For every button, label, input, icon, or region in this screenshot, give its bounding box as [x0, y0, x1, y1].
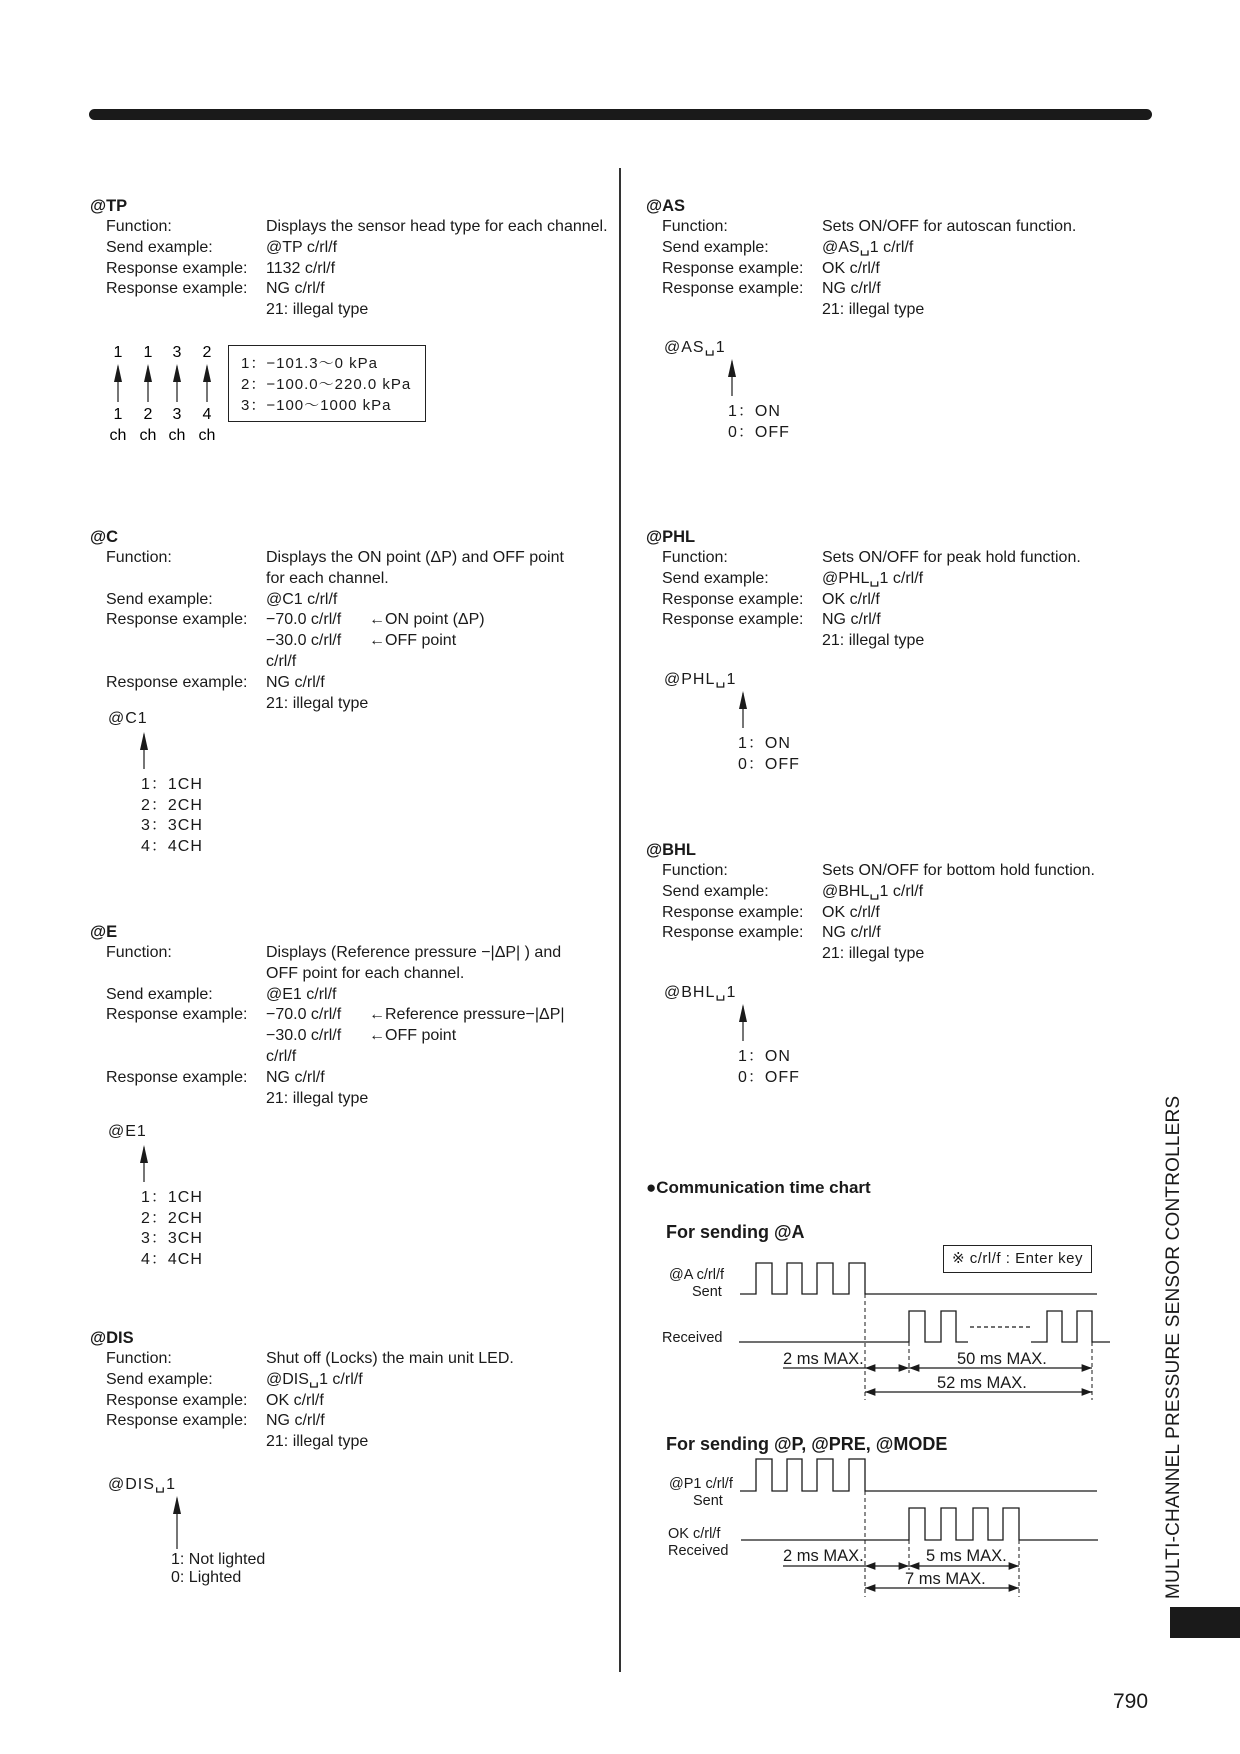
spec-value: [266, 300, 610, 321]
spec-value: [822, 238, 1166, 259]
arrow-up-icon: [737, 1004, 749, 1041]
timing-5ms: 5 ms MAX.: [926, 1547, 1007, 1565]
spec-value: [822, 259, 1166, 280]
sensor-type-legend: [228, 345, 426, 422]
spec-label: [106, 631, 266, 652]
value-text: 21: illegal type: [822, 945, 925, 963]
spec-label: [106, 1432, 266, 1453]
spec-row: [90, 1026, 610, 1047]
value-text: 21: illegal type: [822, 632, 925, 650]
timechart-title: ●Communication time chart: [646, 1178, 871, 1197]
spec-label: Response example:: [662, 611, 804, 629]
spec-row: [90, 569, 610, 590]
channel-type-value: 1: [143, 344, 153, 361]
channel-number: 3: [172, 406, 182, 423]
value-text: NG c/rl/f: [822, 924, 881, 942]
value-text: Displays the sensor head type for each channel.: [266, 218, 608, 235]
spec-row: [90, 300, 610, 321]
command-title: @BHL: [646, 841, 696, 859]
channel-number: 1: [113, 406, 123, 423]
spec-value: [266, 1047, 610, 1068]
spec-value: [822, 300, 1166, 321]
option-item: 0：OFF: [728, 423, 790, 441]
response-value: −30.0 c/rl/f: [266, 1027, 342, 1045]
spec-row: [646, 631, 1166, 652]
spec-row: [90, 1068, 610, 1089]
spec-value: [266, 964, 610, 985]
spec-row: [646, 300, 1166, 321]
spec-value: [266, 694, 610, 715]
value-text: NG c/rl/f: [266, 1068, 325, 1086]
spec-row: [90, 548, 610, 569]
value-text: c/rl/f: [266, 1047, 297, 1065]
arrow-up-icon: [138, 1145, 150, 1182]
spec-label: Send example:: [662, 882, 769, 900]
spec-row: [90, 1370, 610, 1391]
value-text: Displays the ON point (ΔP) and OFF point: [266, 549, 564, 566]
arrow-up-icon: [138, 732, 150, 769]
spec-label: [106, 1026, 266, 1047]
arrow-up-icon: [726, 359, 738, 396]
channel-unit: ch: [109, 427, 127, 444]
option-item: 1：ON: [738, 1048, 791, 1065]
value-text: NG c/rl/f: [822, 611, 881, 629]
option-item: 4：4CH: [141, 838, 203, 856]
spec-row: [646, 548, 1166, 569]
channel-unit: ch: [139, 427, 157, 444]
option-item: 4：4CH: [141, 1251, 203, 1269]
spec-label: Function:: [662, 218, 728, 235]
spec-value: [266, 1005, 610, 1026]
spec-label: Response example:: [662, 280, 804, 298]
spec-label: Response example:: [662, 259, 804, 277]
spec-label: Response example:: [106, 280, 248, 298]
sent-waveform-a: [740, 1263, 1097, 1294]
option-item: 1: Not lighted: [171, 1551, 266, 1568]
spec-value: [266, 1370, 610, 1391]
received-text-a: Received: [662, 1330, 723, 1346]
spec-value: [822, 882, 1166, 903]
value-text: 21: illegal type: [266, 694, 369, 712]
spec-value: [266, 1068, 610, 1089]
spec-value: [822, 217, 1166, 238]
arrowhead: [144, 364, 152, 382]
arrow-up-icon: [737, 691, 749, 728]
spec-value: [822, 279, 1166, 300]
command-syntax: @AS␣1: [664, 339, 726, 356]
command-title: @DIS: [90, 1329, 134, 1347]
spec-row: [646, 882, 1166, 903]
spec-value: [266, 569, 610, 590]
ok-label-p: OK c/rl/f: [668, 1526, 721, 1542]
sent-waveform-p: [740, 1459, 1097, 1491]
channel-type-value: 2: [202, 344, 212, 361]
spec-label: Response example:: [106, 673, 248, 691]
spec-value: [266, 1089, 610, 1110]
spec-row: [646, 903, 1166, 924]
legend-item: 1：−101.3～0 kPa: [241, 355, 378, 372]
response-annotation: ←OFF point: [369, 632, 457, 650]
legend-item: 3：−100～1000 kPa: [241, 397, 392, 414]
value-text: @E1 c/rl/f: [266, 985, 337, 1003]
value-text: @C1 c/rl/f: [266, 590, 338, 608]
spec-value: [822, 590, 1166, 611]
spec-row: [90, 985, 610, 1006]
legend-item: 2：−100.0～220.0 kPa: [241, 376, 412, 393]
channel-type-value: 1: [113, 344, 123, 361]
option-item: 2：2CH: [141, 796, 203, 814]
spec-row: [646, 217, 1166, 238]
option-item: 3：3CH: [141, 1230, 203, 1248]
command-title: @C: [90, 528, 119, 546]
spec-label: [662, 631, 822, 652]
timing-52ms: 52 ms MAX.: [937, 1374, 1027, 1392]
received-waveform-p: [741, 1508, 1098, 1540]
spec-value: [822, 569, 1166, 590]
value-text: OK c/rl/f: [822, 259, 880, 277]
option-item: 1：1CH: [141, 776, 203, 793]
spec-label: Send example:: [106, 590, 213, 608]
section-as: [646, 196, 1166, 321]
spec-row: [90, 590, 610, 611]
option-item: 0：OFF: [738, 1068, 800, 1086]
timing-50ms: 50 ms MAX.: [957, 1350, 1047, 1368]
spec-label: Function:: [106, 218, 172, 235]
command-syntax: @E1: [108, 1123, 147, 1140]
spec-row: [646, 861, 1166, 882]
spec-label: [106, 300, 266, 321]
spec-row: [90, 279, 610, 300]
timing-2ms-p: 2 ms MAX.: [783, 1547, 864, 1565]
spec-label: [106, 1047, 266, 1068]
sidebar-section-title: MULTI-CHANNEL PRESSURE SENSOR CONTROLLERS: [1163, 1095, 1184, 1599]
spec-row: [646, 923, 1166, 944]
spec-row: [646, 279, 1166, 300]
spec-label: Send example:: [106, 985, 213, 1003]
spec-label: Function:: [106, 944, 172, 961]
spec-row: [646, 610, 1166, 631]
spec-value: [266, 652, 610, 673]
response-annotation: ←Reference pressure−|ΔP|: [369, 1006, 565, 1024]
command-title: @TP: [90, 197, 128, 215]
arrowhead: [203, 364, 211, 382]
command-syntax: @DIS␣1: [108, 1476, 176, 1493]
channel-number: 2: [143, 406, 153, 423]
spec-label: Response example:: [106, 1068, 248, 1086]
value-text: NG c/rl/f: [266, 673, 325, 691]
spec-value: [266, 943, 610, 964]
sent-text-a: Sent: [692, 1284, 722, 1300]
value-text: NG c/rl/f: [266, 280, 325, 298]
spec-label: Response example:: [106, 1006, 248, 1024]
spec-value: [266, 1349, 610, 1370]
spec-label: [106, 1089, 266, 1110]
spec-label: Response example:: [106, 611, 248, 629]
spec-label: Send example:: [662, 569, 769, 587]
spec-value: [822, 903, 1166, 924]
timing-7ms: 7 ms MAX.: [905, 1570, 986, 1588]
spec-row: [90, 1411, 610, 1432]
spec-row: [90, 673, 610, 694]
spec-value: [266, 610, 610, 631]
spec-value: [266, 1026, 610, 1047]
spec-row: [90, 610, 610, 631]
spec-value: [822, 610, 1166, 631]
value-text: @AS␣1 c/rl/f: [822, 238, 914, 256]
option-item: 0：OFF: [738, 755, 800, 773]
arrowhead: [173, 364, 181, 382]
spec-value: [822, 944, 1166, 965]
spec-value: [822, 548, 1166, 569]
command-title: @PHL: [646, 528, 696, 546]
spec-label: Response example:: [106, 1412, 248, 1430]
value-text: NG c/rl/f: [266, 1412, 325, 1430]
spec-value: [266, 238, 610, 259]
sidebar-tab: [1170, 1607, 1240, 1638]
channel-unit: ch: [198, 427, 216, 444]
spec-row: [90, 943, 610, 964]
timechart-a-title: For sending @A: [666, 1222, 805, 1242]
sent-label-p: @P1 c/rl/f: [669, 1476, 733, 1492]
spec-row: [90, 1349, 610, 1370]
spec-value: [266, 548, 610, 569]
spec-row: [90, 1432, 610, 1453]
spec-row: [90, 217, 610, 238]
spec-label: Function:: [106, 549, 172, 566]
value-text: Shut off (Locks) the main unit LED.: [266, 1350, 514, 1367]
value-text: Displays (Reference pressure −|ΔP| ) and: [266, 944, 562, 961]
value-text: 21: illegal type: [266, 1089, 369, 1107]
spec-label: Send example:: [662, 238, 769, 256]
column-divider: [619, 168, 621, 1672]
spec-row: [90, 259, 610, 280]
value-text: @TP c/rl/f: [266, 238, 338, 256]
spec-label: Response example:: [662, 590, 804, 608]
spec-value: [822, 923, 1166, 944]
spec-row: [646, 944, 1166, 965]
spec-label: [106, 652, 266, 673]
spec-value: [266, 673, 610, 694]
arrow-up-icon: [171, 1496, 183, 1549]
value-text: 21: illegal type: [266, 301, 369, 319]
spec-row: [90, 631, 610, 652]
sent-text-p: Sent: [693, 1493, 723, 1509]
spec-label: Response example:: [662, 903, 804, 921]
spec-value: [266, 1432, 610, 1453]
spec-row: [90, 964, 610, 985]
sent-label-a: @A c/rl/f: [669, 1267, 725, 1283]
value-text: Sets ON/OFF for autoscan function.: [822, 218, 1077, 235]
section-phl: [646, 527, 1166, 652]
channel-number: 4: [202, 406, 212, 423]
spec-label: Response example:: [106, 1391, 248, 1409]
value-text: OK c/rl/f: [822, 903, 880, 921]
spec-label: Send example:: [106, 1370, 213, 1388]
received-text-p: Received: [668, 1543, 729, 1559]
response-value: −30.0 c/rl/f: [266, 632, 342, 650]
spec-label: Function:: [662, 549, 728, 566]
value-text: @DIS␣1 c/rl/f: [266, 1370, 363, 1388]
spec-row: [90, 1391, 610, 1412]
value-text: OK c/rl/f: [266, 1391, 324, 1409]
spec-row: [646, 259, 1166, 280]
value-text: Sets ON/OFF for bottom hold function.: [822, 862, 1095, 879]
command-syntax: @BHL␣1: [664, 984, 737, 1001]
option-item: 1：ON: [738, 735, 791, 752]
timing-2ms-a: 2 ms MAX.: [783, 1350, 864, 1368]
section-dis: [90, 1328, 610, 1453]
value-text: for each channel.: [266, 569, 389, 587]
response-value: −70.0 c/rl/f: [266, 611, 342, 629]
command-syntax: @PHL␣1: [664, 671, 737, 688]
spec-value: [822, 861, 1166, 882]
spec-value: [266, 1391, 610, 1412]
value-text: @BHL␣1 c/rl/f: [822, 882, 924, 900]
spec-value: [266, 631, 610, 652]
value-text: c/rl/f: [266, 652, 297, 670]
timing-diagram: [640, 1240, 1120, 1610]
channel-unit: ch: [168, 427, 186, 444]
spec-label: [106, 964, 266, 985]
enter-key-note: ※ c/rl/f : Enter key: [943, 1245, 1092, 1273]
spec-row: [90, 1005, 610, 1026]
value-text: 21: illegal type: [266, 1433, 369, 1451]
section-bhl: [646, 840, 1166, 965]
spec-row: [646, 569, 1166, 590]
option-item: 0: Lighted: [171, 1569, 242, 1586]
response-value: −70.0 c/rl/f: [266, 1006, 342, 1024]
command-title: @AS: [646, 197, 686, 215]
value-text: 21: illegal type: [822, 301, 925, 319]
value-text: Sets ON/OFF for peak hold function.: [822, 549, 1081, 566]
spec-label: [662, 944, 822, 965]
spec-value: [266, 1411, 610, 1432]
spec-row: [90, 694, 610, 715]
spec-label: Response example:: [662, 924, 804, 942]
value-text: OK c/rl/f: [822, 590, 880, 608]
received-waveform-a: [739, 1311, 1110, 1342]
spec-value: [266, 985, 610, 1006]
spec-label: [106, 569, 266, 590]
spec-value: [822, 631, 1166, 652]
option-item: 3：3CH: [141, 817, 203, 835]
option-item: 2：2CH: [141, 1209, 203, 1227]
option-item: 1：1CH: [141, 1189, 203, 1206]
spec-value: [266, 259, 610, 280]
value-text: NG c/rl/f: [822, 280, 881, 298]
response-annotation: ←OFF point: [369, 1027, 457, 1045]
header-rule: [89, 109, 1152, 120]
spec-label: Response example:: [106, 259, 248, 277]
value-text: @PHL␣1 c/rl/f: [822, 569, 924, 587]
section-tp: [90, 196, 610, 321]
section-c: [90, 527, 610, 714]
spec-row: [90, 1047, 610, 1068]
spec-value: [266, 590, 610, 611]
timechart-p-title: For sending @P, @PRE, @MODE: [666, 1434, 948, 1454]
option-item: 1：ON: [728, 403, 781, 420]
spec-row: [90, 1089, 610, 1110]
response-annotation: ←ON point (ΔP): [369, 611, 485, 629]
spec-label: Function:: [662, 862, 728, 879]
arrowhead: [114, 364, 122, 382]
spec-value: [266, 217, 610, 238]
spec-label: Send example:: [106, 238, 213, 256]
command-syntax: @C1: [108, 710, 148, 727]
spec-value: [266, 279, 610, 300]
value-text: 1132 c/rl/f: [266, 259, 336, 277]
section-e: [90, 922, 610, 1109]
channel-type-value: 3: [172, 344, 182, 361]
spec-row: [646, 238, 1166, 259]
value-text: OFF point for each channel.: [266, 964, 465, 982]
spec-row: [646, 590, 1166, 611]
spec-label: Function:: [106, 1350, 172, 1367]
command-title: @E: [90, 923, 118, 941]
spec-row: [90, 652, 610, 673]
page-number: 790: [1113, 1690, 1149, 1713]
tp-channel-diagram: [100, 340, 230, 450]
spec-label: [662, 300, 822, 321]
spec-row: [90, 238, 610, 259]
